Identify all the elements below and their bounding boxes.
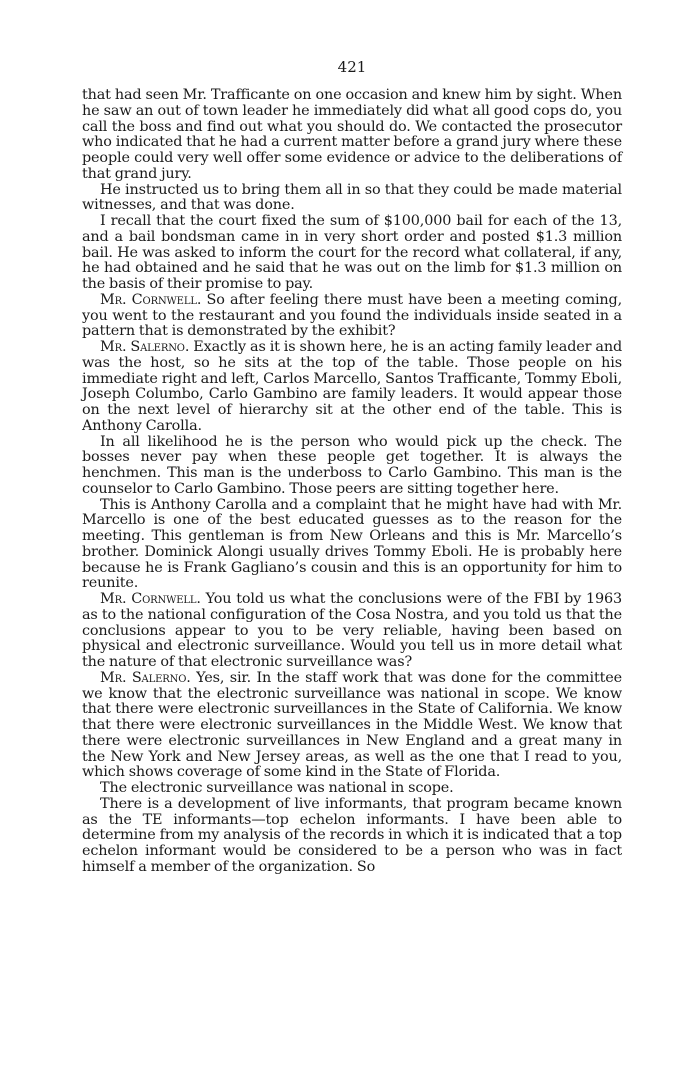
paragraph-2 — [82, 183, 622, 215]
paragraph-text: There is a development of live informants, that program became known as the TE informants—top echelon informants. I have been able to determine from my analysis of the records in which it is indicated that a top echelon informant would be considered to be a person who was in fact himself a member of the organization. So — [82, 795, 622, 875]
speaker: Mr. Salerno. — [100, 339, 190, 355]
paragraph-text: This is Anthony Carolla and a complaint that he might have had with Mr. Marcello is one of the best educated guesses as to the reason for the meeting. This gentleman is from New Orleans and this is Mr. Marcello’s brother. Dominick Alongi usually drives Tommy Eboli. He is probably here because he is Frank Gagliano’s cousin and this is an opportunity for him to reunite. — [82, 496, 622, 592]
paragraph-6 — [82, 435, 622, 498]
paragraph-4 — [82, 293, 622, 340]
page-number: 421 — [337, 58, 367, 76]
speaker: Mr. Cornwell. — [100, 591, 201, 607]
paragraph-11 — [82, 797, 622, 876]
paragraph-text: Exactly as it is shown here, he is an acting family leader and was the host, so he sits at the top of the table. Those people on his immediate right and left, Carlos Marcello, Santos Trafficante, Tommy Eboli, Joseph Columbo, Carlo Gambino are family leaders. It would appear those on the next level of hierarchy sit at the other end of the table. This is Anthony Carolla. — [82, 339, 623, 434]
paragraph-5 — [82, 340, 622, 435]
paragraph-10 — [82, 781, 622, 797]
paragraph-text: You told us what the conclusions were of the FBI by 1963 as to the national configuration of the Cosa Nostra, and you told us that the conclusions appear to you to be very reliable, having been based on physical and electronic surveillance. Would you tell us in more detail what the nature of that electronic surveillance was? — [82, 591, 622, 670]
document-page — [82, 58, 622, 876]
paragraph-text: The electronic surveillance was national in scope. — [100, 780, 454, 796]
paragraph-text: that had seen Mr. Trafficante on one occasion and knew him by sight. When he saw an out of town leader he immediately did what all good cops do, you call the boss and find out what you should do. We contacted the prosecutor who indicated that he had a current matter before a grand jury where these people could very well offer some evidence or advice to the deliberations of that grand jury. — [82, 87, 622, 182]
paragraph-text: He instructed us to bring them all in so that they could be made material witnesses, and that was done. — [82, 181, 622, 214]
paragraph-7 — [82, 498, 622, 593]
paragraph-text: In all likelihood he is the person who would pick up the check. The bosses never pay when these people get together. It is always the henchmen. This man is the underboss to Carlo Gambino. This man is the counselor to Carlo Gambino. Those peers are sitting together here. — [82, 433, 622, 497]
paragraph-text: So after feeling there must have been a meeting coming, you went to the restaurant and you found the individuals inside seated in a pattern that is demonstrated by the exhibit? — [82, 291, 622, 340]
body-text — [82, 88, 622, 876]
paragraph-1 — [82, 88, 622, 183]
paragraph-8 — [82, 592, 622, 671]
speaker: Mr. Cornwell. — [100, 291, 202, 308]
paragraph-3 — [82, 214, 622, 293]
paragraph-text: Yes, sir. In the staff work that was done for the committee we know that the electronic surveillance was national in scope. We know that there were electronic surveillances in the State of California. We know that there were electronic surveillances in the Middle West. We know that there were electronic surveillances in New England and a great many in the New York and New Jersey areas, as well as the one that I read to you, which shows coverage of some kind in the State of Florida. — [82, 669, 622, 781]
paragraph-text: I recall that the court fixed the sum of $100,000 bail for each of the 13, and a bail bondsman came in in very short order and posted $1.3 million bail. He was asked to inform the court for the record what collateral, if any, he had obtained and he said that he was out on the limb for $1.3 million on the basis of their promise to pay. — [82, 213, 622, 292]
speaker: Mr. Salerno. — [100, 669, 191, 686]
paragraph-9 — [82, 671, 622, 781]
